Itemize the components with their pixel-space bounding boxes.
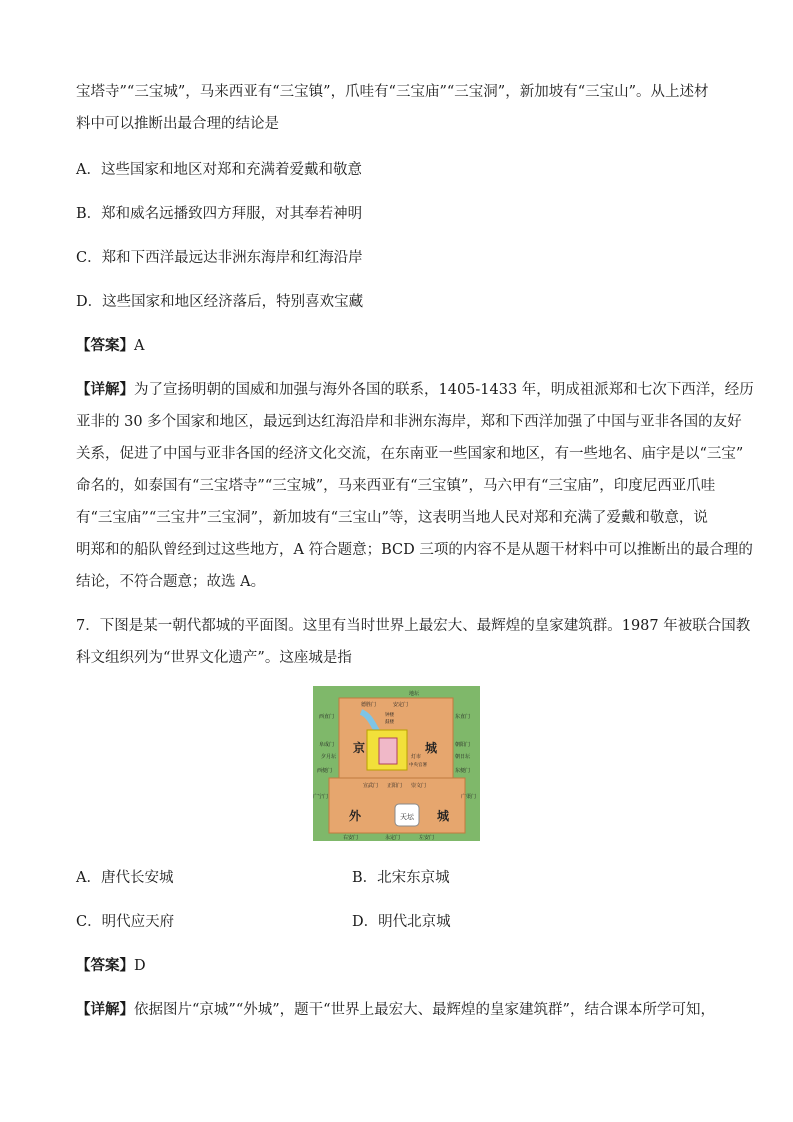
beijing-city-map <box>313 686 480 841</box>
temple-of-heaven-label: 天坛 <box>400 813 414 821</box>
map-label-dongbianmen: 东便门 <box>455 768 471 774</box>
map-label-fuchengmen: 阜成门 <box>319 742 335 748</box>
question7-stem-line-1: 7．下图是某一朝代都城的平面图。这里有当时世界上最宏大、最辉煌的皇家建筑群。1987 年被联合国教 <box>76 618 751 634</box>
map-label-chaoyangmen: 朝阳门 <box>455 742 471 748</box>
map-label-yuetan: 夕月坛 <box>321 754 337 760</box>
q7-detail-text: 依据图片“京城”“外城”，题干“世界上最宏大、最辉煌的皇家建筑群”，结合课本所学可知， <box>134 1002 715 1018</box>
option-d: D．这些国家和地区经济落后，特别喜欢宝藏 <box>76 294 364 310</box>
map-label-dongzhimen: 东直门 <box>455 714 471 720</box>
outer-city-char-2: 城 <box>437 809 450 823</box>
map-label-deshengmen: 德胜门 <box>361 702 377 708</box>
map-label-guangqumen: 广渠门 <box>461 794 477 800</box>
map-label-gulou: 鼓楼 <box>385 720 394 725</box>
detail-text: 为了宣扬明朝的国威和加强与海外各国的联系，1405-1433 年，明成祖派郑和七次下西洋，经历 <box>134 382 754 398</box>
map-label-zhonggu: 钟楼 <box>385 713 394 718</box>
detail-line-7: 结论，不符合题意；故选 A。 <box>76 574 266 590</box>
inner-city-char-2: 城 <box>425 741 438 755</box>
inner-city-char-1: 京 <box>353 741 366 755</box>
map-label-youanmen: 右安门 <box>343 835 359 841</box>
outer-city-char-1: 外 <box>349 809 362 823</box>
q7-detail-label: 【详解】 <box>76 1001 134 1018</box>
answer-value: A <box>134 338 145 354</box>
question-continuation-line-1: 宝塔寺”“三宝城”，马来西亚有“三宝镇”，爪哇有“三宝庙”“三宝洞”，新加坡有“三宝山”。从上述材 <box>76 84 709 100</box>
detail-line-5: 有“三宝庙”“三宝井”三宝洞”，新加坡有“三宝山”等，这表明当地人民对郑和充满了爱戴和敬意，说 <box>76 510 708 526</box>
map-label-zuoanmen: 左安门 <box>419 835 435 841</box>
q7-option-c: C．明代应天府 <box>76 914 175 930</box>
map-label-xizhimen: 西直门 <box>319 714 335 720</box>
q7-answer-label: 【答案】 <box>76 957 134 974</box>
detail-line-4: 命名的，如泰国有“三宝塔寺”“三宝城”，马来西亚有“三宝镇”，马六甲有“三宝庙”，印度尼西亚爪哇 <box>76 478 716 494</box>
map-label-zhengyangmen: 正阳门 <box>387 783 403 789</box>
map-label-xibianmen: 西便门 <box>317 768 333 774</box>
detail-label: 【详解】 <box>76 381 134 398</box>
q7-option-b: B．北宋东京城 <box>352 870 450 886</box>
q7-answer-line <box>76 950 722 982</box>
detail-line-3: 关系，促进了中国与亚非各国的经济文化交流，在东南亚一些国家和地区，有一些地名、庙宇是以“三宝” <box>76 446 744 462</box>
answer-line <box>76 330 722 362</box>
map-label-ritan: 朝日坛 <box>455 754 471 760</box>
detail-line-1 <box>76 374 754 406</box>
option-a: A．这些国家和地区对郑和充满着爱戴和敬意 <box>76 162 362 178</box>
question7-stem-line-2: 科文组织列为“世界文化遗产”。这座城是指 <box>76 650 352 666</box>
option-b: B．郑和威名远播致四方拜服，对其奉若神明 <box>76 206 363 222</box>
map-label-zhongyang: 中央官署 <box>409 763 427 768</box>
map-label-andingmen: 安定门 <box>393 702 409 708</box>
map-label-chongwenmen: 崇文门 <box>411 783 427 789</box>
q7-option-a: A．唐代长安城 <box>76 870 174 886</box>
map-label-guanganmen: 广宁门 <box>313 794 329 800</box>
map-label-yongdingmen: 永定门 <box>385 835 401 841</box>
detail-line-2: 亚非的 30 多个国家和地区，最远到达红海沿岸和非洲东海岸，郑和下西洋加强了中国与亚非各国的友好 <box>76 414 742 430</box>
q7-answer-value: D <box>134 958 146 974</box>
detail-line-6: 明郑和的船队曾经到过这些地方，A 符合题意；BCD 三项的内容不是从题干材料中可以推断出的最合理的 <box>76 542 753 558</box>
q7-option-d: D．明代北京城 <box>352 914 451 930</box>
map-label-dengshi: 灯市 <box>411 754 422 760</box>
option-c: C．郑和下西洋最远达非洲东海岸和红海沿岸 <box>76 250 363 266</box>
question-continuation-line-2: 料中可以推断出最合理的结论是 <box>76 116 279 132</box>
map-label-ditan: 地坛 <box>409 691 420 697</box>
q7-detail-line <box>76 994 722 1026</box>
answer-label: 【答案】 <box>76 337 134 354</box>
map-label-xuanwumen: 宣武门 <box>363 783 379 789</box>
